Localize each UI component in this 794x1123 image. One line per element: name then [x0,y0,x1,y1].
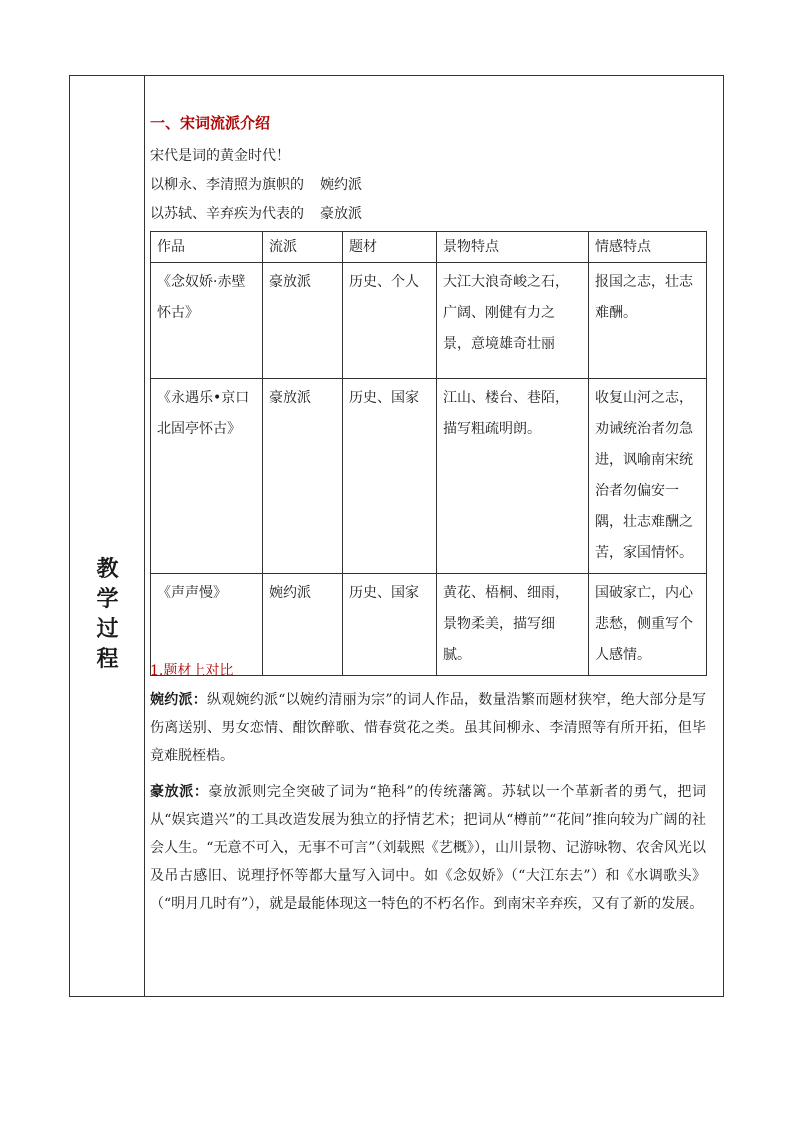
table-cell: 报国之志，壮志难酬。 [589,263,707,379]
table-cell: 历史、个人 [343,263,437,379]
column-header: 题材 [343,232,437,263]
table-cell: 豪放派 [263,263,343,379]
table-cell: 大江大浪奇峻之石，广阔、刚健有力之景，意境雄奇壮丽 [437,263,589,379]
section-heading: 一、宋词流派介绍 [150,114,271,132]
table-cell: 江山、楼台、巷陌，描写粗疏明朗。 [437,379,589,574]
table-cell: 历史、国家 [343,379,437,574]
table-cell: 豪放派 [263,379,343,574]
intro-text: 以柳永、李清照为旗帜的 [150,177,304,193]
table-row [151,379,707,574]
table-cell: 《念奴娇·赤壁怀古》 [151,263,263,379]
haofang-paragraph [150,778,706,918]
column-header: 景物特点 [437,232,589,263]
intro-block [150,112,706,229]
wanyue-text: 纵观婉约派“以婉约清丽为宗”的词人作品，数量浩繁而题材狭窄，绝大部分是写伤离送别、男女恋情、酣饮醉歌、惜春赏花之类。虽其间柳永、李清照等有所开拓，但毕竟难脱桎梏。 [150,692,707,764]
column-header: 流派 [263,232,343,263]
intro-school: 婉约派 [320,177,362,193]
haofang-label: 豪放派： [150,784,209,800]
haofang-text: 豪放派则完全突破了词为“艳科”的传统藩篱。苏轼以一个革新者的勇气，把词从“娱宾遣兴”的工具改造发展为独立的抒情艺术；把词从“樽前”“花间”推向较为广阔的社会人生。“无意不可入，无事不可言”（刘载熙《艺概》），山川景物、记游咏物、农舍风光以及吊古感旧、说理抒怀等都大量写入词中。如《念奴娇》（“大江东去”）和《水调歌头》（“明月几时有”），就是最能体现这一特色的不朽名作。到南宋辛弃疾，又有了新的发展。 [150,784,707,912]
table-cell: 历史、国家 [343,574,437,676]
table-row [151,574,707,676]
comparison-table [150,231,707,676]
intro-line [150,142,706,171]
intro-line [150,171,706,200]
table-header-row [151,232,707,263]
table-cell: 黄花、梧桐、细雨，景物柔美，描写细腻。 [437,574,589,676]
section-label-char: 学 [96,586,119,612]
section-label-char: 过 [96,616,119,642]
column-header: 作品 [151,232,263,263]
table-cell: 收复山河之志，劝诫统治者勿急进，讽喻南宋统治者勿偏安一隅，壮志难酬之苦，家国情怀。 [589,379,707,574]
table-cell: 国破家亡，内心悲愁，侧重写个人感情。 [589,574,707,676]
wanyue-paragraph [150,686,706,770]
table-cell: 《声声慢》 [151,574,263,676]
intro-line [150,200,706,229]
section-label-char: 教 [96,556,119,582]
intro-school: 豪放派 [320,206,362,222]
column-header: 情感特点 [589,232,707,263]
table-cell: 婉约派 [263,574,343,676]
section-label-char: 程 [96,646,119,672]
section-label-column [70,76,145,996]
table-row [151,263,707,379]
intro-text: 宋代是词的黄金时代！ [150,148,290,164]
section-label [70,554,145,674]
intro-text: 以苏轼、辛弃疾为代表的 [150,206,304,222]
subheading: 1.题材上对比 [150,663,234,679]
wanyue-label: 婉约派： [150,692,207,708]
table-cell: 《永遇乐•京口北固亭怀古》 [151,379,263,574]
